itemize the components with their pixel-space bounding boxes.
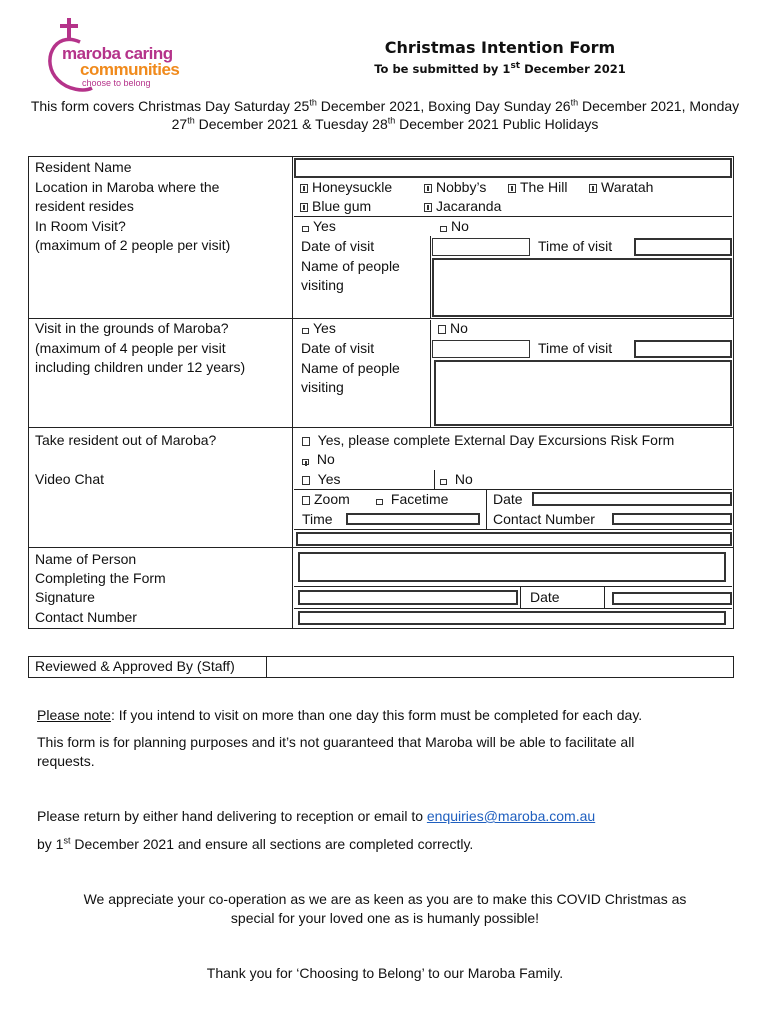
signature-label: Signature [35,589,95,605]
video-no[interactable]: No [440,470,473,489]
checkbox-icon[interactable] [376,499,383,505]
location-waratah[interactable]: Waratah [589,178,653,197]
appreciation-note: We appreciate your co-operation as we are as keen as you are to make this COVID Christmas as special for your loved one as is humanly possible! [83,891,687,926]
in-room-time-input[interactable] [634,238,732,256]
video-contact-label: Contact Number [493,511,595,527]
in-room-time-label: Time of visit [538,238,613,254]
person-label-1: Name of Person [35,551,137,567]
video-zoom[interactable]: Zoom [302,490,350,509]
grounds-time-input[interactable] [634,340,732,358]
checkbox-icon[interactable] [302,328,309,334]
resident-name-label: Resident Name [35,159,132,175]
logo-tagline: choose to belong [82,78,151,88]
grounds-note-1: (maximum of 4 people per visit [35,340,226,356]
location-label-2: resident resides [35,198,134,214]
location-jacaranda[interactable]: Jacaranda [424,197,501,216]
planning-note: This form is for planning purposes and it’s not guaranteed that Maroba will be able to facilitate all requests. [37,734,635,769]
checkbox-icon[interactable] [302,476,310,485]
return-note: Please return by either hand delivering to reception or email to enquiries@maroba.com.au [37,808,596,824]
grounds-yes[interactable]: Yes [302,319,336,338]
video-chat-label: Video Chat [35,471,105,487]
location-the-hill[interactable]: The Hill [508,178,567,197]
in-room-people-input[interactable] [432,258,732,317]
reviewed-label: Reviewed & Approved By (Staff) [35,658,235,674]
grounds-label: Visit in the grounds of Maroba? [35,320,229,336]
grounds-date-input[interactable] [432,340,530,358]
location-nobbys[interactable]: Nobby’s [424,178,486,197]
please-note: Please note: If you intend to visit on more than one day this form must be completed for each day. [37,707,643,723]
grounds-date-label: Date of visit [301,340,375,356]
form-subtitle: To be submitted by 1st December 2021 [374,61,626,76]
grounds-no[interactable]: No [438,319,468,338]
video-extra-input[interactable] [296,532,732,546]
video-yes[interactable]: Yes [302,470,340,489]
location-blue-gum[interactable]: Blue gum [300,197,371,216]
take-out-label: Take resident out of Maroba? [35,432,217,448]
intro-text: This form covers Christmas Day Saturday 25th December 2021, Boxing Day Sunday 26th December 2021, Monday 27th December 2021 & Tuesday 28th December 2021 Public Holidays [30,97,740,132]
thanks-note: Thank you for ‘Choosing to Belong’ to our Maroba Family. [206,965,564,981]
maroba-logo [44,18,204,98]
video-facetime[interactable]: Facetime [376,490,448,509]
in-room-people-label-2: visiting [301,277,344,293]
take-out-no[interactable]: No [302,450,335,469]
checkbox-icon[interactable] [302,437,310,446]
deadline-note: by 1st December 2021 and ensure all sections are completed correctly. [37,835,474,852]
grounds-note-2: including children under 12 years) [35,359,246,375]
in-room-no[interactable]: No [440,217,469,236]
checkbox-icon[interactable] [589,184,597,193]
video-date-input[interactable] [532,492,732,506]
signature-input[interactable] [298,590,518,605]
reviewed-input[interactable] [268,658,732,676]
checkbox-icon[interactable] [302,226,309,232]
video-date-label: Date [493,491,523,507]
logo-line2: communities [80,60,180,79]
grounds-people-label-2: visiting [301,379,344,395]
checkbox-icon[interactable] [438,325,446,334]
contact-number-input[interactable] [298,611,726,625]
signature-date-input[interactable] [612,592,732,605]
in-room-yes[interactable]: Yes [302,217,336,236]
location-honeysuckle[interactable]: Honeysuckle [300,178,392,197]
video-time-label: Time [302,511,333,527]
checkbox-icon[interactable] [424,203,432,212]
contact-number-label: Contact Number [35,609,137,625]
location-label: Location in Maroba where the [35,179,220,195]
email-link[interactable]: enquiries@maroba.com.au [426,808,596,824]
grounds-people-input[interactable] [434,360,732,426]
grounds-people-label: Name of people [301,360,400,376]
in-room-date-input[interactable] [432,238,530,256]
resident-name-input[interactable] [294,158,732,178]
checkbox-icon[interactable] [424,184,432,193]
person-label-2: Completing the Form [35,570,166,586]
in-room-label: In Room Visit? [35,218,126,234]
checkbox-icon[interactable] [300,184,308,193]
in-room-note: (maximum of 2 people per visit) [35,237,231,253]
logo-line1: maroba caring [62,44,173,63]
grounds-time-label: Time of visit [538,340,613,356]
signature-date-label: Date [530,589,560,605]
checkbox-icon[interactable] [440,226,447,232]
checkbox-icon[interactable] [302,496,310,505]
in-room-date-label: Date of visit [301,238,375,254]
checkbox-icon[interactable] [302,459,309,465]
video-time-input[interactable] [346,513,480,525]
checkbox-icon[interactable] [300,203,308,212]
checkbox-icon[interactable] [508,184,516,193]
checkbox-icon[interactable] [440,479,447,485]
video-contact-input[interactable] [612,513,732,525]
in-room-people-label: Name of people [301,258,400,274]
take-out-yes[interactable]: Yes, please complete External Day Excursions Risk Form [302,431,674,450]
form-title: Christmas Intention Form [384,38,616,57]
person-name-input[interactable] [298,552,726,582]
